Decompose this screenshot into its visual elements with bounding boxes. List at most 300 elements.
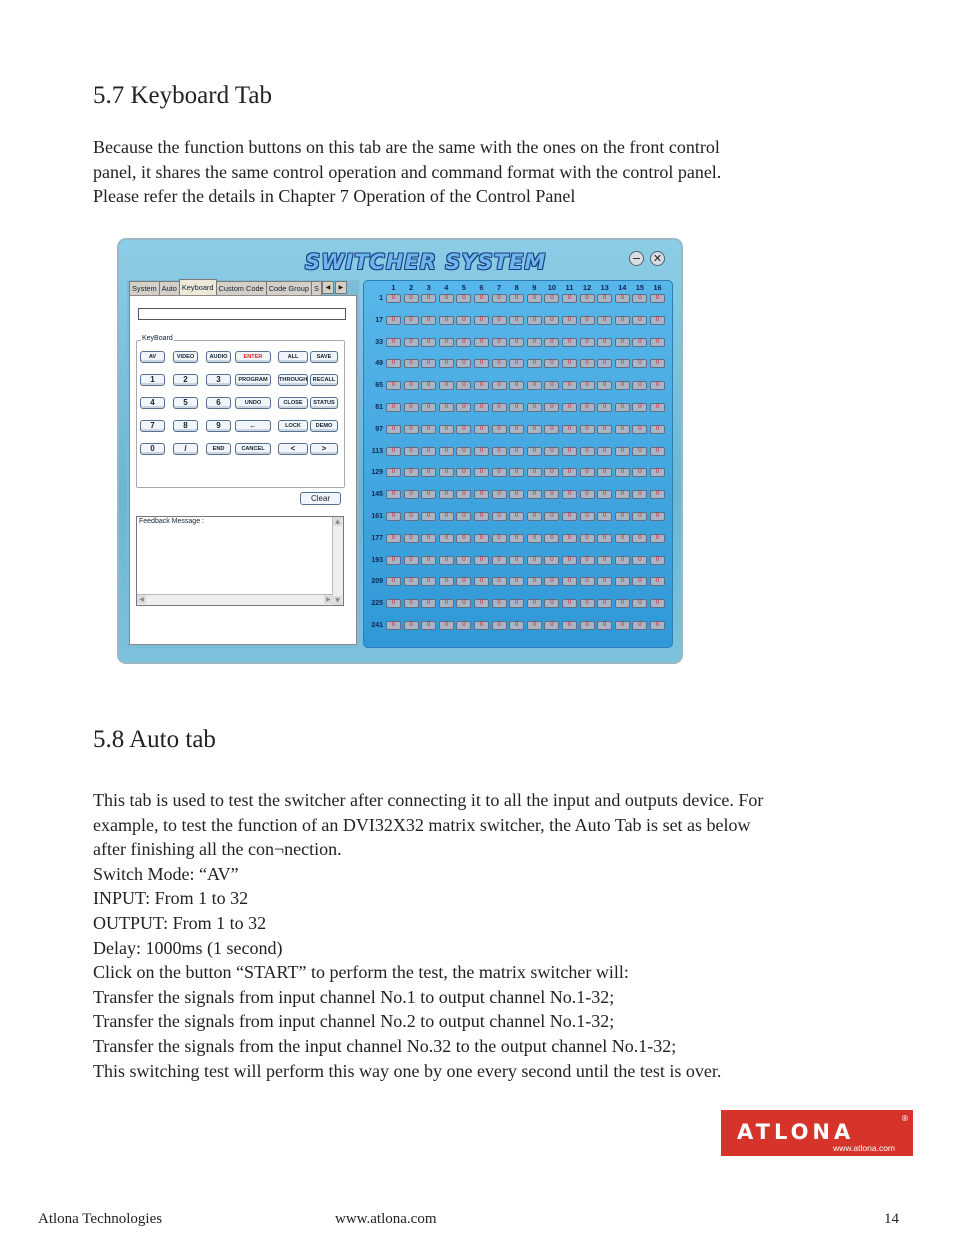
- matrix-cell-button[interactable]: 0: [474, 316, 489, 325]
- matrix-cell-button[interactable]: 0: [632, 490, 647, 499]
- matrix-cell-button[interactable]: 0: [580, 556, 595, 565]
- matrix-cell-button[interactable]: 0: [421, 599, 436, 608]
- matrix-cell-button[interactable]: 0: [650, 447, 665, 456]
- matrix-cell-button[interactable]: 0: [421, 468, 436, 477]
- matrix-cell-button[interactable]: 0: [632, 599, 647, 608]
- matrix-cell-button[interactable]: 0: [580, 316, 595, 325]
- matrix-cell-button[interactable]: 0: [509, 577, 524, 586]
- matrix-cell-button[interactable]: 0: [439, 577, 454, 586]
- matrix-cell-button[interactable]: 0: [615, 468, 630, 477]
- matrix-cell-button[interactable]: 0: [527, 359, 542, 368]
- feedback-horizontal-scrollbar[interactable]: [137, 594, 333, 605]
- matrix-cell-button[interactable]: 0: [386, 403, 401, 412]
- close-icon[interactable]: ✕: [650, 251, 665, 266]
- matrix-cell-button[interactable]: 0: [474, 447, 489, 456]
- matrix-cell-button[interactable]: 0: [632, 381, 647, 390]
- matrix-cell-button[interactable]: 0: [562, 556, 577, 565]
- matrix-cell-button[interactable]: 0: [456, 556, 471, 565]
- key-button[interactable]: 8: [173, 420, 198, 432]
- matrix-cell-button[interactable]: 0: [404, 621, 419, 630]
- matrix-cell-button[interactable]: 0: [474, 534, 489, 543]
- matrix-cell-button[interactable]: 0: [474, 490, 489, 499]
- matrix-cell-button[interactable]: 0: [527, 381, 542, 390]
- matrix-cell-button[interactable]: 0: [474, 599, 489, 608]
- key-button[interactable]: DEMO: [310, 420, 338, 432]
- tab-scroll-left-icon[interactable]: ◀: [322, 281, 334, 294]
- matrix-cell-button[interactable]: 0: [456, 447, 471, 456]
- matrix-cell-button[interactable]: 0: [439, 512, 454, 521]
- matrix-cell-button[interactable]: 0: [456, 621, 471, 630]
- matrix-cell-button[interactable]: 0: [632, 316, 647, 325]
- matrix-cell-button[interactable]: 0: [439, 425, 454, 434]
- matrix-cell-button[interactable]: 0: [474, 621, 489, 630]
- key-button[interactable]: 4: [140, 397, 165, 409]
- matrix-cell-button[interactable]: 0: [650, 381, 665, 390]
- matrix-cell-button[interactable]: 0: [615, 359, 630, 368]
- matrix-cell-button[interactable]: 0: [597, 381, 612, 390]
- matrix-cell-button[interactable]: 0: [615, 577, 630, 586]
- matrix-cell-button[interactable]: 0: [474, 381, 489, 390]
- matrix-cell-button[interactable]: 0: [404, 490, 419, 499]
- matrix-cell-button[interactable]: 0: [527, 621, 542, 630]
- matrix-cell-button[interactable]: 0: [650, 512, 665, 521]
- matrix-cell-button[interactable]: 0: [404, 338, 419, 347]
- matrix-cell-button[interactable]: 0: [492, 316, 507, 325]
- matrix-cell-button[interactable]: 0: [456, 403, 471, 412]
- matrix-cell-button[interactable]: 0: [527, 490, 542, 499]
- tab-code-group[interactable]: Code Group: [266, 281, 312, 296]
- matrix-cell-button[interactable]: 0: [544, 316, 559, 325]
- matrix-cell-button[interactable]: 0: [527, 556, 542, 565]
- matrix-cell-button[interactable]: 0: [492, 338, 507, 347]
- matrix-cell-button[interactable]: 0: [615, 425, 630, 434]
- matrix-cell-button[interactable]: 0: [544, 490, 559, 499]
- matrix-cell-button[interactable]: 0: [439, 338, 454, 347]
- matrix-cell-button[interactable]: 0: [509, 338, 524, 347]
- matrix-cell-button[interactable]: 0: [421, 425, 436, 434]
- matrix-cell-button[interactable]: 0: [562, 599, 577, 608]
- feedback-vertical-scrollbar[interactable]: [332, 517, 343, 605]
- matrix-cell-button[interactable]: 0: [404, 403, 419, 412]
- matrix-cell-button[interactable]: 0: [615, 599, 630, 608]
- matrix-cell-button[interactable]: 0: [492, 512, 507, 521]
- matrix-cell-button[interactable]: 0: [456, 294, 471, 303]
- matrix-cell-button[interactable]: 0: [650, 468, 665, 477]
- matrix-cell-button[interactable]: 0: [562, 621, 577, 630]
- key-button[interactable]: CANCEL: [235, 443, 271, 455]
- matrix-cell-button[interactable]: 0: [421, 316, 436, 325]
- matrix-cell-button[interactable]: 0: [544, 468, 559, 477]
- matrix-cell-button[interactable]: 0: [580, 447, 595, 456]
- matrix-cell-button[interactable]: 0: [492, 556, 507, 565]
- matrix-cell-button[interactable]: 0: [492, 468, 507, 477]
- matrix-cell-button[interactable]: 0: [456, 381, 471, 390]
- matrix-cell-button[interactable]: 0: [404, 534, 419, 543]
- matrix-cell-button[interactable]: 0: [404, 577, 419, 586]
- tab-custom-code[interactable]: Custom Code: [216, 281, 267, 296]
- tab-s[interactable]: S: [311, 281, 322, 296]
- key-button[interactable]: STATUS: [310, 397, 338, 409]
- key-button[interactable]: ALL: [278, 351, 308, 363]
- key-button[interactable]: VIDEO: [173, 351, 198, 363]
- matrix-cell-button[interactable]: 0: [597, 425, 612, 434]
- matrix-cell-button[interactable]: 0: [421, 621, 436, 630]
- matrix-cell-button[interactable]: 0: [386, 556, 401, 565]
- matrix-cell-button[interactable]: 0: [544, 621, 559, 630]
- matrix-cell-button[interactable]: 0: [632, 294, 647, 303]
- matrix-cell-button[interactable]: 0: [580, 512, 595, 521]
- matrix-cell-button[interactable]: 0: [439, 556, 454, 565]
- matrix-cell-button[interactable]: 0: [580, 381, 595, 390]
- matrix-cell-button[interactable]: 0: [544, 512, 559, 521]
- matrix-cell-button[interactable]: 0: [597, 621, 612, 630]
- matrix-cell-button[interactable]: 0: [456, 599, 471, 608]
- matrix-cell-button[interactable]: 0: [562, 294, 577, 303]
- matrix-cell-button[interactable]: 0: [632, 447, 647, 456]
- matrix-cell-button[interactable]: 0: [580, 599, 595, 608]
- matrix-cell-button[interactable]: 0: [404, 599, 419, 608]
- matrix-cell-button[interactable]: 0: [527, 599, 542, 608]
- matrix-cell-button[interactable]: 0: [597, 512, 612, 521]
- matrix-cell-button[interactable]: 0: [527, 512, 542, 521]
- matrix-cell-button[interactable]: 0: [439, 621, 454, 630]
- command-input[interactable]: [138, 308, 346, 320]
- matrix-cell-button[interactable]: 0: [650, 599, 665, 608]
- matrix-cell-button[interactable]: 0: [509, 294, 524, 303]
- matrix-cell-button[interactable]: 0: [580, 490, 595, 499]
- matrix-cell-button[interactable]: 0: [650, 577, 665, 586]
- key-button[interactable]: 7: [140, 420, 165, 432]
- matrix-cell-button[interactable]: 0: [439, 534, 454, 543]
- feedback-message-box[interactable]: [136, 516, 344, 606]
- key-button[interactable]: 6: [206, 397, 231, 409]
- matrix-cell-button[interactable]: 0: [509, 556, 524, 565]
- matrix-cell-button[interactable]: 0: [386, 534, 401, 543]
- tab-keyboard[interactable]: Keyboard: [179, 279, 217, 295]
- matrix-cell-button[interactable]: 0: [404, 316, 419, 325]
- matrix-cell-button[interactable]: 0: [544, 534, 559, 543]
- matrix-cell-button[interactable]: 0: [544, 359, 559, 368]
- matrix-cell-button[interactable]: 0: [597, 447, 612, 456]
- matrix-cell-button[interactable]: 0: [421, 381, 436, 390]
- matrix-cell-button[interactable]: 0: [632, 577, 647, 586]
- matrix-cell-button[interactable]: 0: [527, 577, 542, 586]
- matrix-cell-button[interactable]: 0: [509, 447, 524, 456]
- matrix-cell-button[interactable]: 0: [509, 403, 524, 412]
- matrix-cell-button[interactable]: 0: [650, 294, 665, 303]
- matrix-cell-button[interactable]: 0: [597, 316, 612, 325]
- matrix-cell-button[interactable]: 0: [562, 381, 577, 390]
- key-button[interactable]: 9: [206, 420, 231, 432]
- key-button[interactable]: 0: [140, 443, 165, 455]
- matrix-cell-button[interactable]: 0: [386, 490, 401, 499]
- matrix-cell-button[interactable]: 0: [474, 359, 489, 368]
- matrix-cell-button[interactable]: 0: [580, 425, 595, 434]
- key-button[interactable]: AV: [140, 351, 165, 363]
- matrix-cell-button[interactable]: 0: [509, 599, 524, 608]
- matrix-cell-button[interactable]: 0: [544, 556, 559, 565]
- matrix-cell-button[interactable]: 0: [615, 534, 630, 543]
- matrix-cell-button[interactable]: 0: [632, 403, 647, 412]
- matrix-cell-button[interactable]: 0: [456, 490, 471, 499]
- matrix-cell-button[interactable]: 0: [404, 425, 419, 434]
- key-button[interactable]: 5: [173, 397, 198, 409]
- matrix-cell-button[interactable]: 0: [509, 621, 524, 630]
- matrix-cell-button[interactable]: 0: [544, 403, 559, 412]
- matrix-cell-button[interactable]: 0: [456, 512, 471, 521]
- matrix-cell-button[interactable]: 0: [439, 316, 454, 325]
- matrix-cell-button[interactable]: 0: [474, 577, 489, 586]
- scroll-left-icon[interactable]: ◀: [137, 595, 146, 604]
- matrix-cell-button[interactable]: 0: [527, 425, 542, 434]
- matrix-cell-button[interactable]: 0: [544, 599, 559, 608]
- tab-auto[interactable]: Auto: [159, 281, 180, 296]
- matrix-cell-button[interactable]: 0: [509, 381, 524, 390]
- matrix-cell-button[interactable]: 0: [615, 490, 630, 499]
- key-button[interactable]: /: [173, 443, 198, 455]
- matrix-cell-button[interactable]: 0: [386, 381, 401, 390]
- key-button[interactable]: UNDO: [235, 397, 271, 409]
- matrix-cell-button[interactable]: 0: [580, 577, 595, 586]
- matrix-cell-button[interactable]: 0: [386, 338, 401, 347]
- matrix-cell-button[interactable]: 0: [421, 490, 436, 499]
- matrix-cell-button[interactable]: 0: [650, 534, 665, 543]
- matrix-cell-button[interactable]: 0: [421, 534, 436, 543]
- matrix-cell-button[interactable]: 0: [386, 316, 401, 325]
- matrix-cell-button[interactable]: 0: [544, 294, 559, 303]
- matrix-cell-button[interactable]: 0: [456, 468, 471, 477]
- matrix-cell-button[interactable]: 0: [404, 294, 419, 303]
- matrix-cell-button[interactable]: 0: [509, 425, 524, 434]
- matrix-cell-button[interactable]: 0: [474, 338, 489, 347]
- matrix-cell-button[interactable]: 0: [597, 359, 612, 368]
- matrix-cell-button[interactable]: 0: [597, 468, 612, 477]
- matrix-cell-button[interactable]: 0: [404, 381, 419, 390]
- clear-button[interactable]: Clear: [300, 492, 341, 505]
- matrix-cell-button[interactable]: 0: [474, 556, 489, 565]
- matrix-cell-button[interactable]: 0: [562, 403, 577, 412]
- matrix-cell-button[interactable]: 0: [527, 447, 542, 456]
- matrix-cell-button[interactable]: 0: [404, 556, 419, 565]
- matrix-cell-button[interactable]: 0: [439, 381, 454, 390]
- matrix-cell-button[interactable]: 0: [439, 447, 454, 456]
- matrix-cell-button[interactable]: 0: [632, 468, 647, 477]
- matrix-cell-button[interactable]: 0: [650, 359, 665, 368]
- matrix-cell-button[interactable]: 0: [544, 381, 559, 390]
- matrix-cell-button[interactable]: 0: [632, 512, 647, 521]
- matrix-cell-button[interactable]: 0: [421, 294, 436, 303]
- matrix-cell-button[interactable]: 0: [439, 599, 454, 608]
- matrix-cell-button[interactable]: 0: [615, 512, 630, 521]
- matrix-cell-button[interactable]: 0: [386, 599, 401, 608]
- matrix-cell-button[interactable]: 0: [562, 425, 577, 434]
- key-button[interactable]: <: [278, 443, 308, 455]
- matrix-cell-button[interactable]: 0: [615, 381, 630, 390]
- key-button[interactable]: LOCK: [278, 420, 308, 432]
- matrix-cell-button[interactable]: 0: [404, 512, 419, 521]
- key-button[interactable]: 1: [140, 374, 165, 386]
- matrix-cell-button[interactable]: 0: [456, 425, 471, 434]
- key-button[interactable]: PROGRAM: [235, 374, 271, 386]
- matrix-cell-button[interactable]: 0: [650, 316, 665, 325]
- matrix-cell-button[interactable]: 0: [527, 338, 542, 347]
- matrix-cell-button[interactable]: 0: [527, 403, 542, 412]
- matrix-cell-button[interactable]: 0: [527, 294, 542, 303]
- matrix-cell-button[interactable]: 0: [492, 294, 507, 303]
- matrix-cell-button[interactable]: 0: [474, 512, 489, 521]
- matrix-cell-button[interactable]: 0: [439, 490, 454, 499]
- matrix-cell-button[interactable]: 0: [562, 447, 577, 456]
- key-button[interactable]: 2: [173, 374, 198, 386]
- matrix-cell-button[interactable]: 0: [439, 359, 454, 368]
- matrix-cell-button[interactable]: 0: [580, 338, 595, 347]
- matrix-cell-button[interactable]: 0: [421, 359, 436, 368]
- key-button[interactable]: ENTER: [235, 351, 271, 363]
- matrix-cell-button[interactable]: 0: [580, 621, 595, 630]
- matrix-cell-button[interactable]: 0: [492, 621, 507, 630]
- matrix-cell-button[interactable]: 0: [386, 294, 401, 303]
- matrix-cell-button[interactable]: 0: [404, 447, 419, 456]
- matrix-cell-button[interactable]: 0: [632, 556, 647, 565]
- matrix-cell-button[interactable]: 0: [650, 338, 665, 347]
- matrix-cell-button[interactable]: 0: [492, 534, 507, 543]
- tab-scroll-right-icon[interactable]: ▶: [335, 281, 347, 294]
- matrix-cell-button[interactable]: 0: [421, 577, 436, 586]
- matrix-cell-button[interactable]: 0: [580, 359, 595, 368]
- key-button[interactable]: 3: [206, 374, 231, 386]
- matrix-cell-button[interactable]: 0: [597, 403, 612, 412]
- matrix-cell-button[interactable]: 0: [650, 621, 665, 630]
- matrix-cell-button[interactable]: 0: [492, 577, 507, 586]
- matrix-cell-button[interactable]: 0: [562, 490, 577, 499]
- matrix-cell-button[interactable]: 0: [615, 403, 630, 412]
- matrix-cell-button[interactable]: 0: [509, 534, 524, 543]
- matrix-cell-button[interactable]: 0: [386, 425, 401, 434]
- matrix-cell-button[interactable]: 0: [580, 294, 595, 303]
- matrix-cell-button[interactable]: 0: [492, 403, 507, 412]
- matrix-cell-button[interactable]: 0: [562, 534, 577, 543]
- matrix-cell-button[interactable]: 0: [439, 468, 454, 477]
- matrix-cell-button[interactable]: 0: [386, 512, 401, 521]
- matrix-cell-button[interactable]: 0: [492, 490, 507, 499]
- matrix-cell-button[interactable]: 0: [544, 338, 559, 347]
- key-button[interactable]: >: [310, 443, 338, 455]
- matrix-cell-button[interactable]: 0: [597, 294, 612, 303]
- matrix-cell-button[interactable]: 0: [562, 468, 577, 477]
- key-button[interactable]: CLOSE: [278, 397, 308, 409]
- matrix-cell-button[interactable]: 0: [632, 359, 647, 368]
- matrix-cell-button[interactable]: 0: [650, 403, 665, 412]
- matrix-cell-button[interactable]: 0: [492, 447, 507, 456]
- matrix-cell-button[interactable]: 0: [421, 338, 436, 347]
- matrix-cell-button[interactable]: 0: [492, 359, 507, 368]
- matrix-cell-button[interactable]: 0: [509, 359, 524, 368]
- matrix-cell-button[interactable]: 0: [615, 294, 630, 303]
- matrix-cell-button[interactable]: 0: [544, 577, 559, 586]
- matrix-cell-button[interactable]: 0: [650, 556, 665, 565]
- matrix-cell-button[interactable]: 0: [509, 490, 524, 499]
- matrix-cell-button[interactable]: 0: [474, 294, 489, 303]
- matrix-cell-button[interactable]: 0: [474, 468, 489, 477]
- matrix-cell-button[interactable]: 0: [474, 425, 489, 434]
- matrix-cell-button[interactable]: 0: [456, 338, 471, 347]
- matrix-cell-button[interactable]: 0: [421, 447, 436, 456]
- matrix-cell-button[interactable]: 0: [632, 425, 647, 434]
- matrix-cell-button[interactable]: 0: [615, 447, 630, 456]
- matrix-cell-button[interactable]: 0: [562, 338, 577, 347]
- matrix-cell-button[interactable]: 0: [509, 316, 524, 325]
- matrix-cell-button[interactable]: 0: [562, 512, 577, 521]
- matrix-cell-button[interactable]: 0: [421, 556, 436, 565]
- matrix-cell-button[interactable]: 0: [492, 599, 507, 608]
- key-button[interactable]: AUDIO: [206, 351, 231, 363]
- key-button[interactable]: THROUGH: [278, 374, 308, 386]
- minimize-icon[interactable]: −: [629, 251, 644, 266]
- matrix-cell-button[interactable]: 0: [597, 577, 612, 586]
- matrix-cell-button[interactable]: 0: [597, 556, 612, 565]
- matrix-cell-button[interactable]: 0: [615, 316, 630, 325]
- scroll-down-icon[interactable]: ▼: [333, 596, 342, 605]
- matrix-cell-button[interactable]: 0: [527, 468, 542, 477]
- matrix-cell-button[interactable]: 0: [456, 359, 471, 368]
- matrix-cell-button[interactable]: 0: [404, 359, 419, 368]
- matrix-cell-button[interactable]: 0: [632, 534, 647, 543]
- matrix-cell-button[interactable]: 0: [562, 359, 577, 368]
- matrix-cell-button[interactable]: 0: [562, 316, 577, 325]
- matrix-cell-button[interactable]: 0: [509, 512, 524, 521]
- key-button[interactable]: SAVE: [310, 351, 338, 363]
- matrix-cell-button[interactable]: 0: [597, 534, 612, 543]
- matrix-cell-button[interactable]: 0: [562, 577, 577, 586]
- matrix-cell-button[interactable]: 0: [650, 490, 665, 499]
- matrix-cell-button[interactable]: 0: [615, 556, 630, 565]
- matrix-cell-button[interactable]: 0: [386, 447, 401, 456]
- matrix-cell-button[interactable]: 0: [527, 534, 542, 543]
- key-button[interactable]: END: [206, 443, 231, 455]
- matrix-cell-button[interactable]: 0: [580, 468, 595, 477]
- matrix-cell-button[interactable]: 0: [580, 403, 595, 412]
- matrix-cell-button[interactable]: 0: [615, 338, 630, 347]
- matrix-cell-button[interactable]: 0: [456, 316, 471, 325]
- matrix-cell-button[interactable]: 0: [632, 338, 647, 347]
- matrix-cell-button[interactable]: 0: [439, 294, 454, 303]
- matrix-cell-button[interactable]: 0: [615, 621, 630, 630]
- matrix-cell-button[interactable]: 0: [386, 577, 401, 586]
- key-button[interactable]: ←: [235, 420, 271, 432]
- matrix-cell-button[interactable]: 0: [404, 468, 419, 477]
- matrix-cell-button[interactable]: 0: [597, 490, 612, 499]
- matrix-cell-button[interactable]: 0: [597, 338, 612, 347]
- matrix-cell-button[interactable]: 0: [492, 425, 507, 434]
- matrix-cell-button[interactable]: 0: [492, 381, 507, 390]
- matrix-cell-button[interactable]: 0: [386, 359, 401, 368]
- scroll-up-icon[interactable]: ▲: [333, 517, 342, 526]
- scroll-right-icon[interactable]: ▶: [324, 595, 333, 604]
- matrix-cell-button[interactable]: 0: [527, 316, 542, 325]
- matrix-cell-button[interactable]: 0: [439, 403, 454, 412]
- matrix-cell-button[interactable]: 0: [544, 425, 559, 434]
- key-button[interactable]: RECALL: [310, 374, 338, 386]
- matrix-cell-button[interactable]: 0: [456, 534, 471, 543]
- matrix-cell-button[interactable]: 0: [386, 468, 401, 477]
- matrix-cell-button[interactable]: 0: [421, 512, 436, 521]
- matrix-cell-button[interactable]: 0: [456, 577, 471, 586]
- matrix-cell-button[interactable]: 0: [386, 621, 401, 630]
- matrix-cell-button[interactable]: 0: [544, 447, 559, 456]
- matrix-cell-button[interactable]: 0: [421, 403, 436, 412]
- matrix-cell-button[interactable]: 0: [509, 468, 524, 477]
- matrix-cell-button[interactable]: 0: [597, 599, 612, 608]
